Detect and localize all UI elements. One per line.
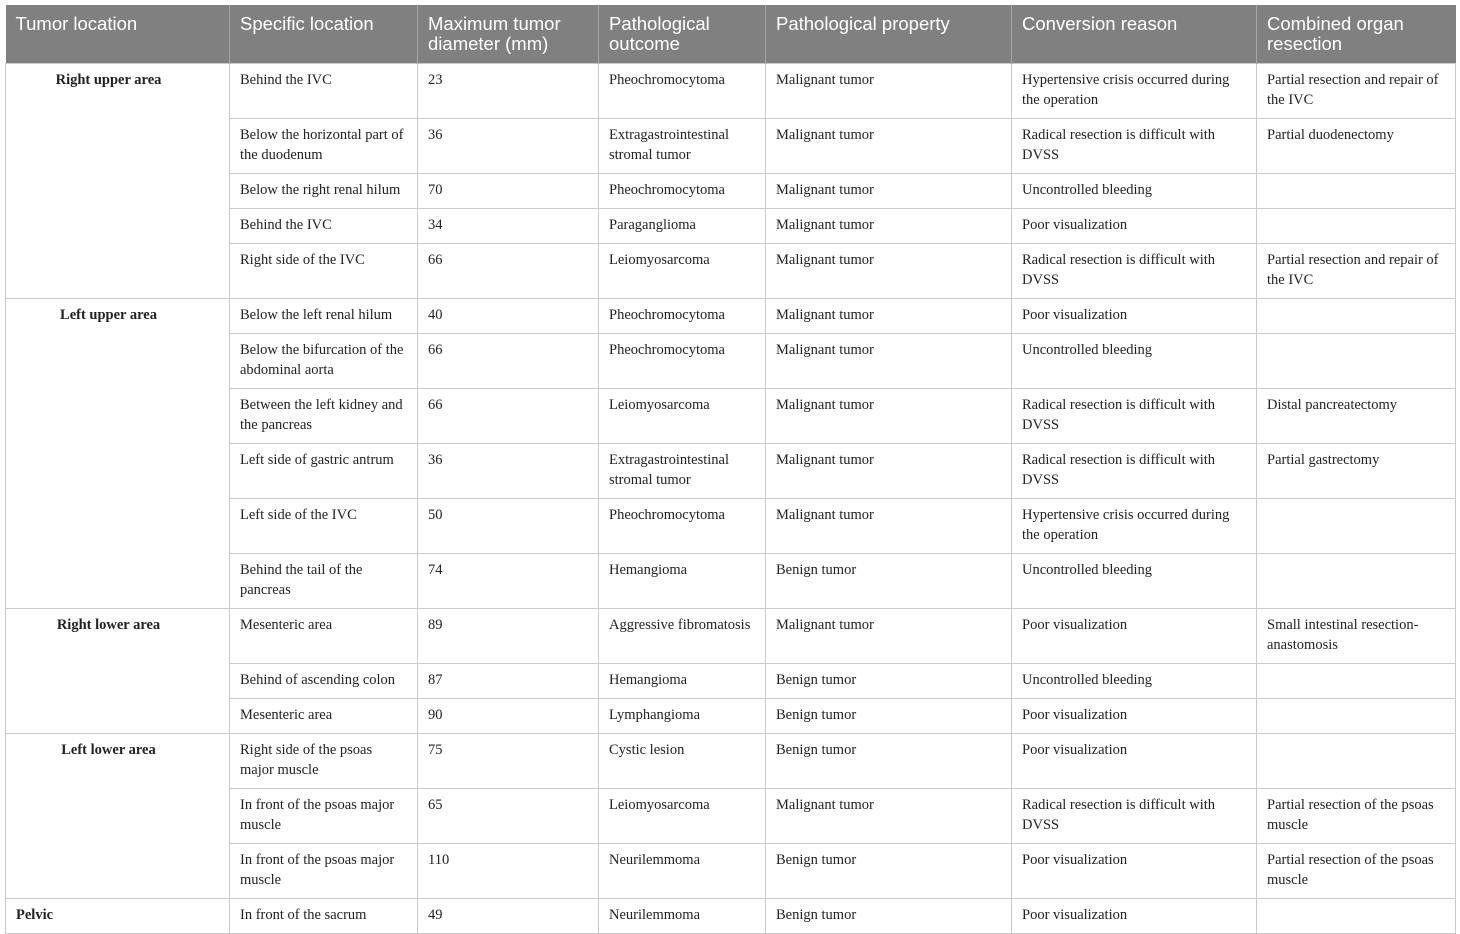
combined-resection-cell [1257, 899, 1456, 934]
pathological-property-cell: Malignant tumor [766, 789, 1012, 844]
pathological-property-cell: Malignant tumor [766, 244, 1012, 299]
table-row [6, 609, 1456, 664]
table-row [6, 299, 1456, 334]
pathological-property-cell: Malignant tumor [766, 499, 1012, 554]
specific-location-cell: Mesenteric area [230, 699, 418, 734]
diameter-cell: 90 [418, 699, 599, 734]
specific-location-cell: Behind the tail of the pancreas [230, 554, 418, 609]
pathological-outcome-cell: Lymphangioma [599, 699, 766, 734]
pathological-outcome-cell: Neurilemmoma [599, 899, 766, 934]
combined-resection-cell: Partial gastrectomy [1257, 444, 1456, 499]
pathological-outcome-cell: Pheochromocytoma [599, 299, 766, 334]
combined-resection-cell: Partial resection of the psoas muscle [1257, 789, 1456, 844]
conversion-reason-cell: Radical resection is difficult with DVSS [1012, 244, 1257, 299]
pathological-outcome-cell: Extragastrointestinal stromal tumor [599, 444, 766, 499]
header-specific-location: Specific location [230, 5, 418, 64]
combined-resection-cell [1257, 699, 1456, 734]
header-maximum-tumor-diameter: Maximum tumor diameter (mm) [418, 5, 599, 64]
conversion-reason-cell: Radical resection is difficult with DVSS [1012, 119, 1257, 174]
diameter-cell: 66 [418, 389, 599, 444]
pathological-property-cell: Benign tumor [766, 844, 1012, 899]
pathological-property-cell: Malignant tumor [766, 334, 1012, 389]
specific-location-cell: In front of the psoas major muscle [230, 844, 418, 899]
diameter-cell: 49 [418, 899, 599, 934]
pathological-property-cell: Malignant tumor [766, 389, 1012, 444]
specific-location-cell: In front of the psoas major muscle [230, 789, 418, 844]
diameter-cell: 66 [418, 244, 599, 299]
table-header [6, 5, 1456, 64]
specific-location-cell: In front of the sacrum [230, 899, 418, 934]
conversion-reason-cell: Hypertensive crisis occurred during the operation [1012, 499, 1257, 554]
specific-location-cell: Below the horizontal part of the duodenum [230, 119, 418, 174]
conversion-reason-cell: Poor visualization [1012, 299, 1257, 334]
diameter-cell: 34 [418, 209, 599, 244]
header-pathological-outcome: Pathological outcome [599, 5, 766, 64]
diameter-cell: 36 [418, 119, 599, 174]
combined-resection-cell [1257, 209, 1456, 244]
tumor-location-cell: Right lower area [6, 609, 230, 734]
header-pathological-property: Pathological property [766, 5, 1012, 64]
conversion-reason-cell: Uncontrolled bleeding [1012, 664, 1257, 699]
combined-resection-cell: Partial resection and repair of the IVC [1257, 64, 1456, 119]
pathological-property-cell: Benign tumor [766, 554, 1012, 609]
conversion-reason-cell: Uncontrolled bleeding [1012, 174, 1257, 209]
pathological-outcome-cell: Aggressive fibromatosis [599, 609, 766, 664]
pathological-outcome-cell: Pheochromocytoma [599, 334, 766, 389]
pathological-outcome-cell: Leiomyosarcoma [599, 789, 766, 844]
specific-location-cell: Below the left renal hilum [230, 299, 418, 334]
pathological-property-cell: Benign tumor [766, 699, 1012, 734]
pathological-outcome-cell: Neurilemmoma [599, 844, 766, 899]
diameter-cell: 23 [418, 64, 599, 119]
conversion-reason-cell: Poor visualization [1012, 899, 1257, 934]
diameter-cell: 70 [418, 174, 599, 209]
conversion-reason-cell: Poor visualization [1012, 734, 1257, 789]
combined-resection-cell [1257, 554, 1456, 609]
tumor-location-cell: Left lower area [6, 734, 230, 899]
pathological-property-cell: Malignant tumor [766, 64, 1012, 119]
pathological-property-cell: Malignant tumor [766, 444, 1012, 499]
tumor-location-cell: Right upper area [6, 64, 230, 299]
diameter-cell: 87 [418, 664, 599, 699]
diameter-cell: 66 [418, 334, 599, 389]
specific-location-cell: Behind the IVC [230, 209, 418, 244]
specific-location-cell: Behind the IVC [230, 64, 418, 119]
diameter-cell: 75 [418, 734, 599, 789]
conversion-reason-cell: Radical resection is difficult with DVSS [1012, 389, 1257, 444]
specific-location-cell: Right side of the psoas major muscle [230, 734, 418, 789]
pathological-outcome-cell: Pheochromocytoma [599, 174, 766, 209]
combined-resection-cell [1257, 499, 1456, 554]
combined-resection-cell: Small intestinal resection-anastomosis [1257, 609, 1456, 664]
combined-resection-cell: Partial duodenectomy [1257, 119, 1456, 174]
pathological-property-cell: Malignant tumor [766, 209, 1012, 244]
specific-location-cell: Right side of the IVC [230, 244, 418, 299]
diameter-cell: 50 [418, 499, 599, 554]
table-body [6, 64, 1456, 934]
header-tumor-location: Tumor location [6, 5, 230, 64]
conversion-reason-cell: Poor visualization [1012, 609, 1257, 664]
pathological-property-cell: Malignant tumor [766, 119, 1012, 174]
diameter-cell: 40 [418, 299, 599, 334]
table-row [6, 734, 1456, 789]
pathological-outcome-cell: Hemangioma [599, 664, 766, 699]
pathological-property-cell: Malignant tumor [766, 299, 1012, 334]
conversion-reason-cell: Radical resection is difficult with DVSS [1012, 444, 1257, 499]
pathological-property-cell: Malignant tumor [766, 174, 1012, 209]
pathological-outcome-cell: Pheochromocytoma [599, 64, 766, 119]
specific-location-cell: Behind of ascending colon [230, 664, 418, 699]
diameter-cell: 74 [418, 554, 599, 609]
specific-location-cell: Below the right renal hilum [230, 174, 418, 209]
pathological-outcome-cell: Hemangioma [599, 554, 766, 609]
specific-location-cell: Mesenteric area [230, 609, 418, 664]
header-row [6, 5, 1456, 64]
combined-resection-cell [1257, 734, 1456, 789]
pathological-property-cell: Benign tumor [766, 734, 1012, 789]
conversion-reason-cell: Hypertensive crisis occurred during the operation [1012, 64, 1257, 119]
diameter-cell: 36 [418, 444, 599, 499]
pathological-outcome-cell: Leiomyosarcoma [599, 389, 766, 444]
conversion-reason-cell: Uncontrolled bleeding [1012, 334, 1257, 389]
combined-resection-cell: Partial resection and repair of the IVC [1257, 244, 1456, 299]
specific-location-cell: Between the left kidney and the pancreas [230, 389, 418, 444]
pathological-outcome-cell: Pheochromocytoma [599, 499, 766, 554]
combined-resection-cell [1257, 174, 1456, 209]
combined-resection-cell [1257, 299, 1456, 334]
pathological-outcome-cell: Cystic lesion [599, 734, 766, 789]
conversion-reason-cell: Poor visualization [1012, 699, 1257, 734]
pathological-property-cell: Benign tumor [766, 899, 1012, 934]
conversion-reason-cell: Poor visualization [1012, 844, 1257, 899]
pathological-outcome-cell: Paraganglioma [599, 209, 766, 244]
specific-location-cell: Left side of the IVC [230, 499, 418, 554]
pathological-property-cell: Benign tumor [766, 664, 1012, 699]
header-conversion-reason: Conversion reason [1012, 5, 1257, 64]
conversion-reason-cell: Poor visualization [1012, 209, 1257, 244]
combined-resection-cell [1257, 334, 1456, 389]
pathological-property-cell: Malignant tumor [766, 609, 1012, 664]
conversion-reason-cell: Radical resection is difficult with DVSS [1012, 789, 1257, 844]
table-row [6, 64, 1456, 119]
pathological-outcome-cell: Extragastrointestinal stromal tumor [599, 119, 766, 174]
table-row [6, 899, 1456, 934]
header-combined-organ-resection: Combined organ resection [1257, 5, 1456, 64]
tumor-table [5, 5, 1456, 934]
combined-resection-cell [1257, 664, 1456, 699]
diameter-cell: 65 [418, 789, 599, 844]
specific-location-cell: Left side of gastric antrum [230, 444, 418, 499]
specific-location-cell: Below the bifurcation of the abdominal aorta [230, 334, 418, 389]
combined-resection-cell: Distal pancreatectomy [1257, 389, 1456, 444]
tumor-location-cell: Pelvic [6, 899, 230, 934]
diameter-cell: 89 [418, 609, 599, 664]
tumor-location-cell: Left upper area [6, 299, 230, 609]
combined-resection-cell: Partial resection of the psoas muscle [1257, 844, 1456, 899]
diameter-cell: 110 [418, 844, 599, 899]
conversion-reason-cell: Uncontrolled bleeding [1012, 554, 1257, 609]
pathological-outcome-cell: Leiomyosarcoma [599, 244, 766, 299]
